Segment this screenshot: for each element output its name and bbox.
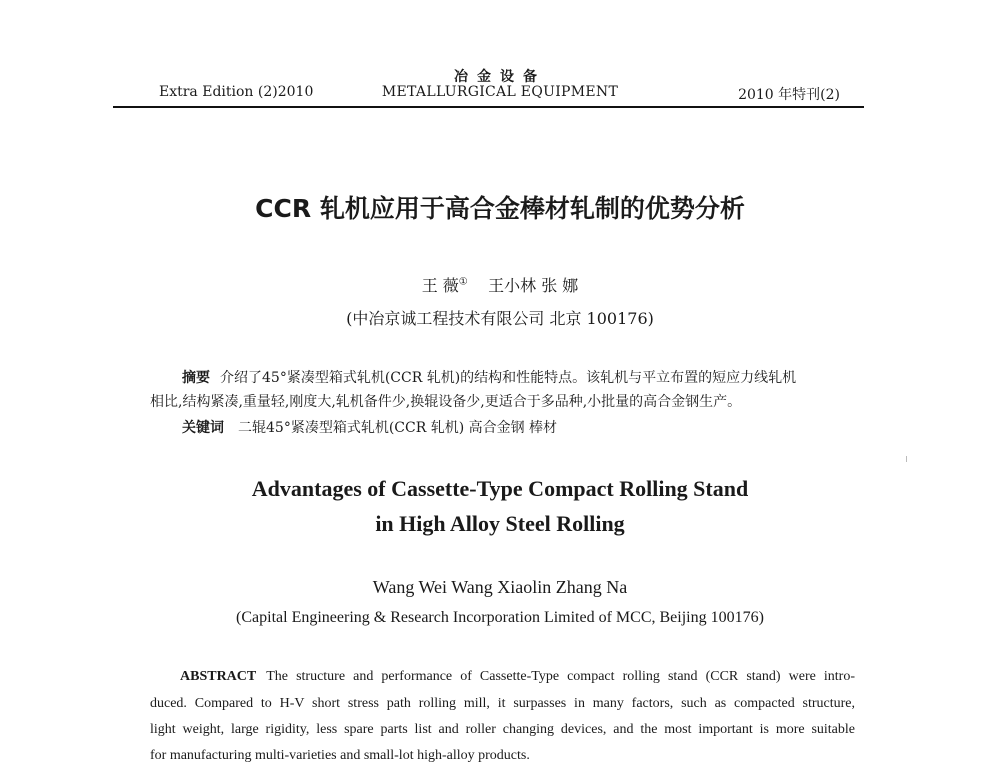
chinese-authors — [0, 273, 1000, 296]
header-rule — [113, 106, 864, 108]
english-affiliation: (Capital Engineering & Research Incorporation Limited of MCC, Beijing 100176) — [236, 609, 764, 626]
abstract-label-cn: 摘要 — [182, 370, 210, 386]
abstract-text-en-1: The structure and performance of Cassette-Type compact rolling stand (CCR stand) were intro- — [266, 669, 855, 684]
scan-artifact — [906, 456, 907, 462]
running-header-right: 2010 年特刊(2) — [738, 87, 840, 103]
english-abstract-line-1 — [150, 669, 855, 685]
chinese-abstract-line-1 — [182, 366, 862, 390]
journal-name-chinese: 冶金设备 — [454, 69, 546, 85]
chinese-keywords — [182, 416, 557, 440]
english-title-line-1: Advantages of Cassette-Type Compact Rolling Stand — [251, 476, 749, 501]
english-title-line-2: in High Alloy Steel Rolling — [375, 511, 625, 536]
author-1: 王 薇 — [421, 276, 459, 295]
abstract-text-en-4: for manufacturing multi-varieties and small-lot high-alloy products. — [150, 748, 530, 763]
journal-name-english: METALLURGICAL EQUIPMENT — [381, 84, 619, 100]
keywords-label: 关键词 — [182, 420, 224, 436]
english-authors: Wang Wei Wang Xiaolin Zhang Na — [372, 577, 628, 597]
running-header-left: Extra Edition (2)2010 — [159, 84, 314, 100]
authors-rest: 王小林 张 娜 — [488, 276, 579, 295]
keywords-text: 二辊45°紧凑型箱式轧机(CCR 轧机) 高合金钢 棒材 — [238, 420, 558, 436]
author-footnote-mark: ① — [458, 276, 468, 288]
abstract-label-en: ABSTRACT — [180, 669, 257, 684]
chinese-affiliation: (中冶京诚工程技术有限公司 北京 100176) — [346, 309, 654, 328]
abstract-text-cn-2: 相比,结构紧凑,重量轻,刚度大,轧机备件少,换辊设备少,更适合于多品种,小批量的高合金钢生产。 — [150, 394, 742, 410]
abstract-text-cn-1: 介绍了45°紧凑型箱式轧机(CCR 轧机)的结构和性能特点。该轧机与平立布置的短应力线轧机 — [220, 370, 797, 386]
chinese-title: CCR 轧机应用于高合金棒材轧制的优势分析 — [255, 194, 745, 223]
abstract-text-en-3: light weight, large rigidity, less spare parts list and roller changing devices, and the most important is more suitable — [150, 722, 855, 737]
abstract-text-en-2: duced. Compared to H-V short stress path rolling mill, it surpasses in many factors, such as compacted structure, — [150, 696, 855, 711]
